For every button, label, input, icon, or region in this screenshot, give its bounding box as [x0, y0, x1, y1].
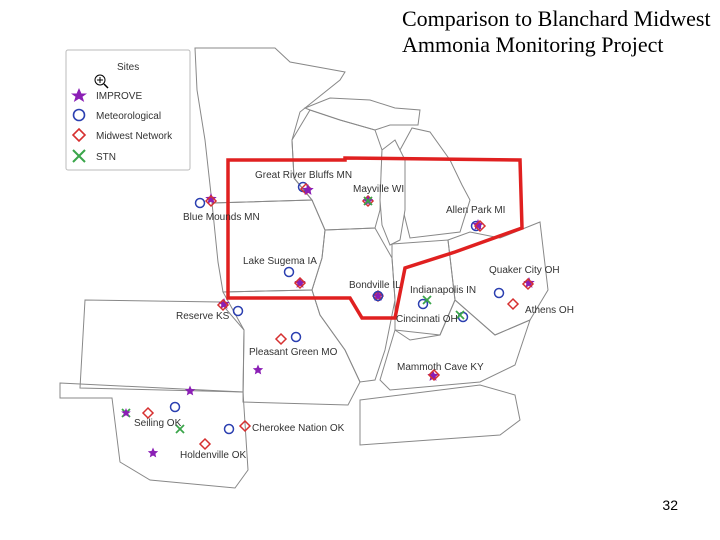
site-label: Blue Mounds MN	[183, 212, 260, 223]
site-label: Cincinnati OH	[396, 314, 458, 325]
state-michigan-up	[305, 98, 420, 130]
site-label: Great River Bluffs MN	[255, 170, 353, 181]
midwest-network-site-marker	[143, 408, 153, 418]
meteorological-site-marker	[292, 333, 301, 342]
improve-site-marker	[253, 365, 263, 375]
improve-site-marker	[185, 386, 195, 396]
site-label: Lake Sugema IA	[243, 256, 317, 267]
site-label: Seiling OK	[134, 418, 182, 429]
state-michigan-lp	[400, 128, 470, 238]
legend	[66, 50, 190, 170]
site-label: Bondville IL	[349, 280, 401, 291]
site-labels	[134, 170, 574, 461]
site-label: Allen Park MI	[446, 205, 506, 216]
meteorological-site-marker	[285, 268, 294, 277]
midwest-network-site-marker	[200, 439, 210, 449]
improve-site-marker	[148, 448, 158, 458]
legend-label-meteorological: Meteorological	[96, 111, 162, 122]
site-label: Mayville WI	[353, 184, 405, 195]
legend-label-stn: STN	[96, 152, 116, 163]
meteorological-site-marker	[171, 403, 180, 412]
site-label: Indianapolis IN	[410, 285, 477, 296]
midwest-network-site-marker	[276, 334, 286, 344]
site-label: Quaker City OH	[489, 265, 560, 276]
meteorological-site-marker	[196, 199, 205, 208]
midwest-network-site-marker	[508, 299, 518, 309]
state-tennessee	[360, 385, 520, 445]
slide-title: Comparison to Blanchard Midwest Ammonia Monitoring Project	[402, 6, 711, 57]
site-label: Reserve KS	[176, 311, 230, 322]
meteorological-site-marker	[495, 289, 504, 298]
site-label: Athens OH	[525, 305, 574, 316]
site-label: Mammoth Cave KY	[397, 362, 484, 373]
state-oklahoma	[60, 383, 248, 488]
legend-label-midwest-network: Midwest Network	[96, 131, 173, 142]
legend-title: Sites	[117, 62, 140, 73]
site-label: Cherokee Nation OK	[252, 423, 345, 434]
meteorological-site-marker	[225, 425, 234, 434]
site-label: Pleasant Green MO	[249, 347, 338, 358]
legend-label-improve: IMPROVE	[96, 91, 143, 102]
slide-number: 32	[662, 497, 678, 513]
site-label: Holdenville OK	[180, 450, 247, 461]
meteorological-site-marker	[234, 307, 243, 316]
